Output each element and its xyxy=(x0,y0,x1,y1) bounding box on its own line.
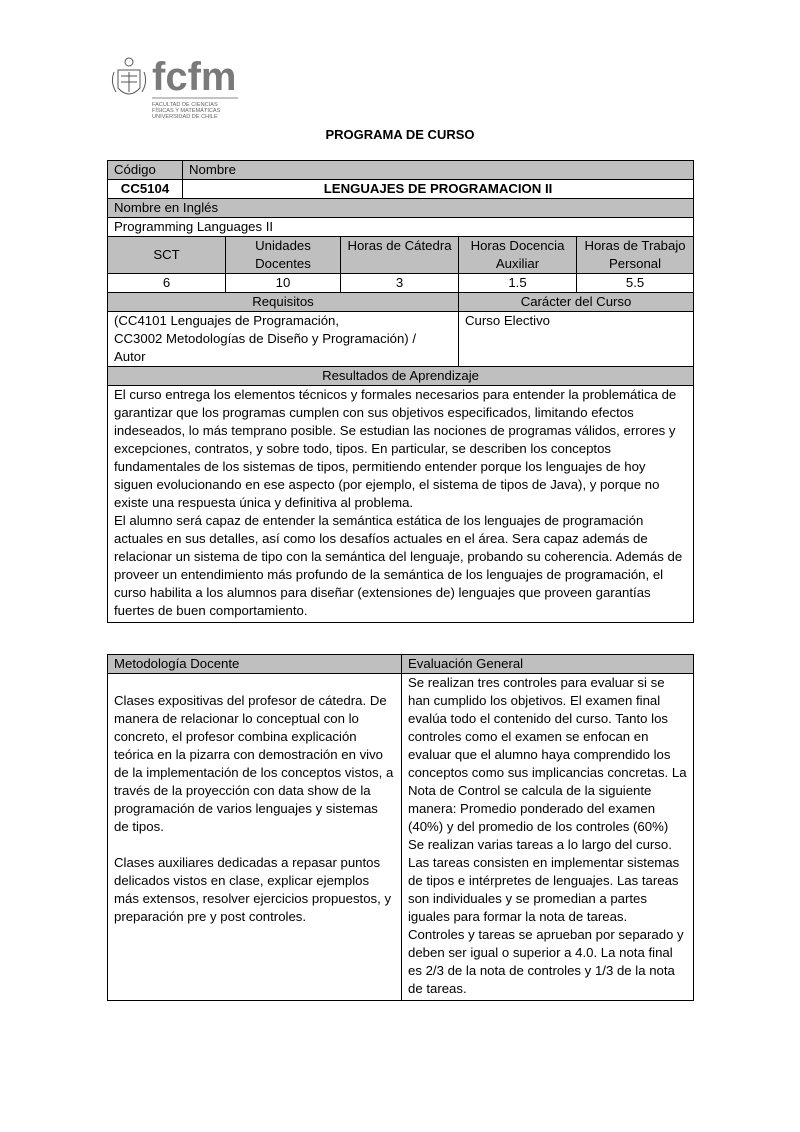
course-info-table xyxy=(107,160,694,623)
learning-paragraph-2: El alumno será capaz de entender la semántica estática de los lenguajes de programación actuales en sus detalles, así como los desafíos actuales en el área. Sera capaz además de relacionar un sistema de tipo con la semántica del lenguaje, probando su coherencia. Además de proveer un entendimiento más profundo de la semántica de los lenguajes de programación, el curso habilita a los alumnos para diseñar (extensiones de) lenguajes que proveen garantías fuertes de buen comportamiento. xyxy=(114,513,683,618)
value-sct: 6 xyxy=(108,274,226,293)
english-name: Programming Languages II xyxy=(108,218,694,237)
methodology-paragraph-1: Clases expositivas del profesor de cátedra. De manera de relacionar lo conceptual con lo concreto, el profesor combina explicación teórica en la pizarra con demostración en vivo de la implementación de los conceptos vistos, a través de la proyección con data show de la programación de varios lenguajes y sistemas de tipos. xyxy=(114,693,394,834)
evaluation-cell xyxy=(402,674,694,1001)
header-horas-auxiliar: Horas Docencia Auxiliar xyxy=(459,237,577,274)
requisite-line: Autor xyxy=(114,349,146,364)
logo-line-2: FÍSICAS Y MATEMÁTICAS xyxy=(152,108,221,114)
methodology-cell xyxy=(108,674,402,1001)
methodology-label: Metodología Docente xyxy=(108,655,402,674)
character-label: Carácter del Curso xyxy=(459,293,694,312)
university-crest-icon xyxy=(110,48,250,130)
course-code: CC5104 xyxy=(108,180,183,199)
document-title: PROGRAMA DE CURSO xyxy=(325,127,475,142)
header-sct: SCT xyxy=(108,237,226,274)
header-horas-personal: Horas de Trabajo Personal xyxy=(577,237,694,274)
name-label: Nombre xyxy=(183,161,694,180)
methodology-paragraph-2: Clases auxiliares dedicadas a repasar puntos delicados vistos en clase, explicar ejemplos más extensos, resolver ejercicios propuestos, y preparación pre y post controles. xyxy=(114,855,392,924)
learning-label: Resultados de Aprendizaje xyxy=(108,367,694,386)
logo-line-3: UNIVERSIDAD DE CHILE xyxy=(152,114,218,120)
code-label: Código xyxy=(108,161,183,180)
learning-results xyxy=(108,386,694,623)
methodology-evaluation-table xyxy=(107,654,694,1001)
course-name: LENGUAJES DE PROGRAMACION II xyxy=(183,180,694,199)
evaluation-label: Evaluación General xyxy=(402,655,694,674)
faculty-logo xyxy=(110,48,250,130)
learning-paragraph-1: El curso entrega los elementos técnicos y formales necesarios para entender la problemática de garantizar que los programas cumplen con sus objetivos especificados, limitando efectos indeseados, lo más temprano posible. Se estudian las nociones de programas válidos, errores y excepciones, contratos, y sobre todo, tipos. En particular, se describen los conceptos fundamentales de los sistemas de tipos, permitiendo entender porque los lenguajes de hoy siguen evolucionando en ese aspecto (por ejemplo, el sistema de tipos de Java), y porque no existe una respuesta única y definitiva al problema. xyxy=(114,387,677,510)
character-value: Curso Electivo xyxy=(459,312,694,367)
value-horas-catedra: 3 xyxy=(341,274,459,293)
requisites-cell xyxy=(108,312,459,367)
requisites-label: Requisitos xyxy=(108,293,459,312)
requisite-line: CC3002 Metodologías de Diseño y Programación) / xyxy=(114,331,417,346)
requisite-line: (CC4101 Lenguajes de Programación, xyxy=(114,313,340,328)
logo-line-1: FACULTAD DE CIENCIAS xyxy=(152,102,218,108)
value-horas-auxiliar: 1.5 xyxy=(459,274,577,293)
value-unidades-docentes: 10 xyxy=(226,274,341,293)
english-name-label: Nombre en Inglés xyxy=(108,199,694,218)
header-horas-catedra: Horas de Cátedra xyxy=(341,237,459,274)
brand-text: fcfm xyxy=(152,55,237,99)
evaluation-text: Se realizan tres controles para evaluar si se han cumplido los objetivos. El examen final evalúa todo el contenido del curso. Tanto los controles como el examen se enfocan en evaluar que el alumno haya comprendido los conceptos como sus implicancias concretas. La Nota de Control se calcula de la siguiente manera: Promedio ponderado del examen (40%) y del promedio de los controles (60%) Se realizan varias tareas a lo largo del curso. Las tareas consisten en implementar sistemas de tipos e intérpretes de lenguajes. Las tareas son individuales y se promedian a partes iguales para formar la nota de tareas. Controles y tareas se aprueban por separado y deben ser igual o superior a 4.0. La nota final es 2/3 de la nota de controles y 1/3 de la nota de tareas. xyxy=(408,675,687,996)
header-unidades-docentes: Unidades Docentes xyxy=(226,237,341,274)
value-horas-personal: 5.5 xyxy=(577,274,694,293)
